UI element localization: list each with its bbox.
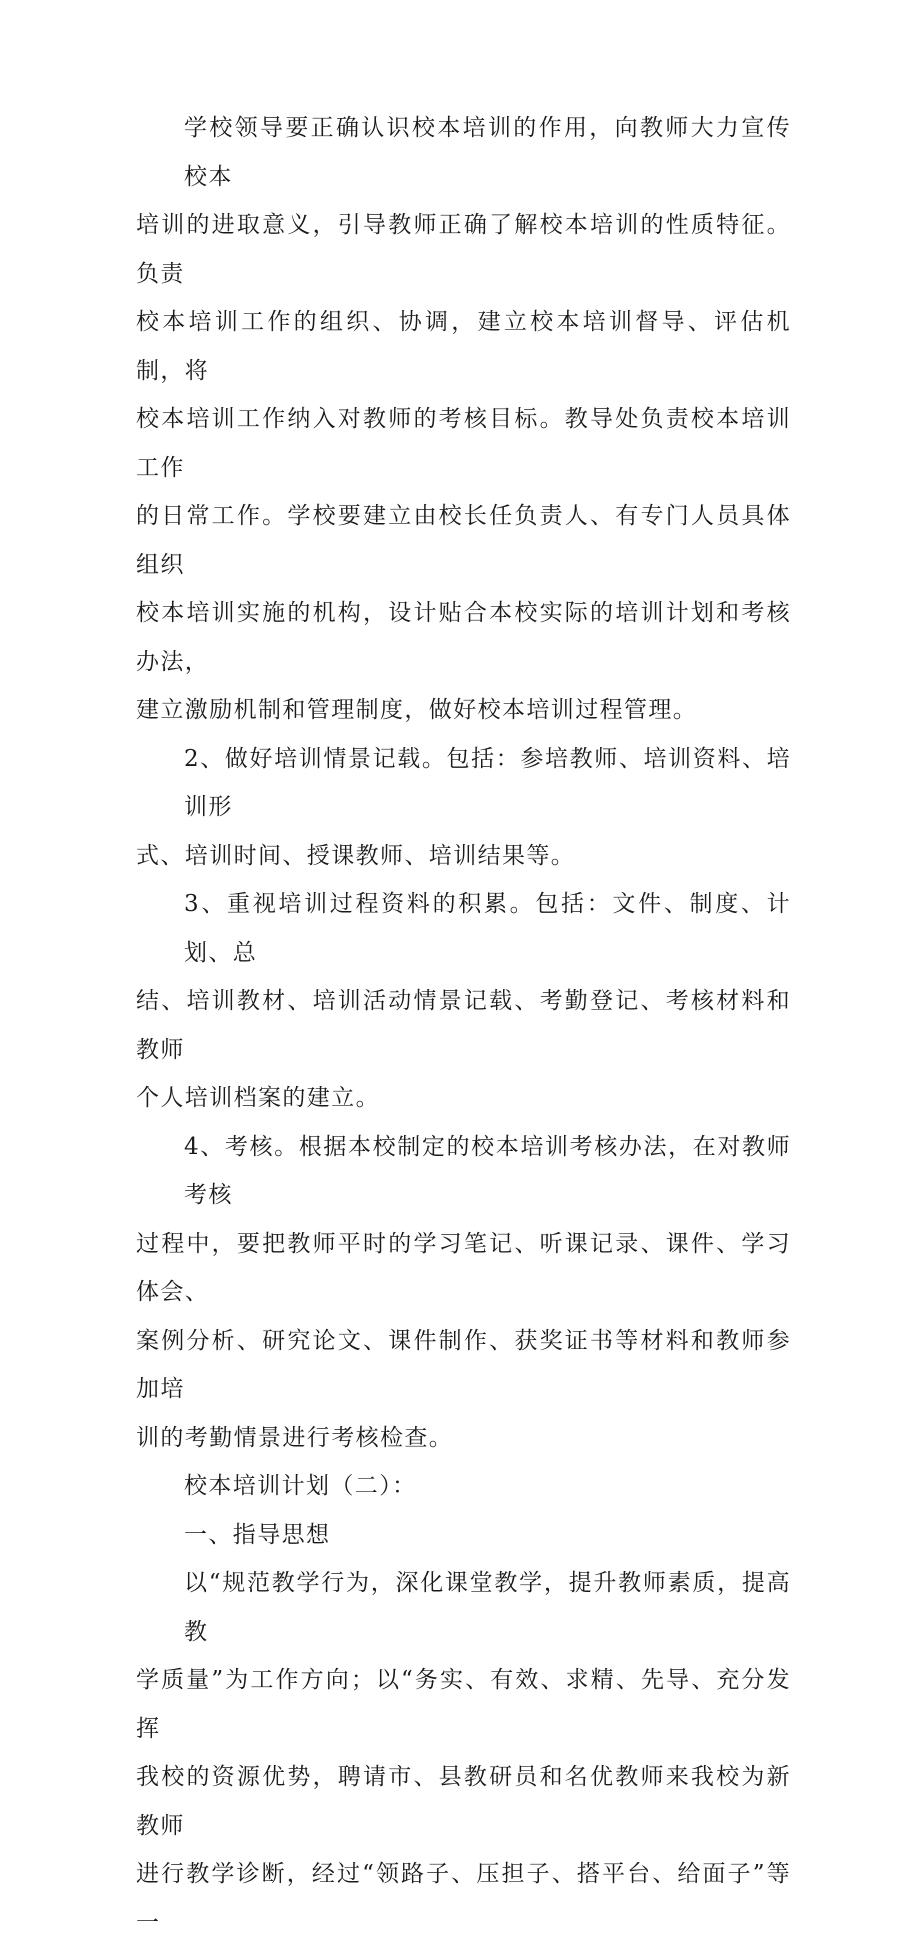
text-line: 个人培训档案的建立。	[136, 1085, 380, 1111]
text-line: 4、考核。根据本校制定的校本培训考核办法，在对教师考核	[184, 1133, 791, 1208]
text-line: 的日常工作。学校要建立由校长任负责人、有专门人员具体组织	[136, 503, 791, 578]
text-line: 学质量”为工作方向；以“务实、有效、求精、先导、充分发挥	[136, 1667, 791, 1742]
paragraph	[136, 1462, 791, 1511]
text-line: 案例分析、研究论文、课件制作、获奖证书等材料和教师参加培	[136, 1327, 791, 1402]
paragraph	[136, 1559, 791, 1947]
text-line: 学校领导要正确认识校本培训的作用，向教师大力宣传校本	[184, 115, 791, 190]
text-line: 3、重视培训过程资料的积累。包括：文件、制度、计划、总	[184, 891, 791, 966]
paragraph	[136, 104, 791, 735]
paragraph	[136, 1511, 791, 1560]
paragraph	[136, 880, 791, 1123]
text-line: 结、培训教材、培训活动情景记载、考勤登记、考核材料和教师	[136, 988, 791, 1063]
text-line: 建立激励机制和管理制度，做好校本培训过程管理。	[136, 697, 698, 723]
text-line: 以“规范教学行为，深化课堂教学，提升教师素质，提高教	[184, 1570, 791, 1645]
text-line: 校本培训计划（二）：	[184, 1473, 417, 1499]
text-line: 进行教学诊断，经过“领路子、压担子、搭平台、给面子”等一	[136, 1861, 791, 1936]
paragraph	[136, 735, 791, 881]
text-line: 校本培训实施的机构，设计贴合本校实际的培训计划和考核办法，	[136, 600, 791, 675]
text-line: 校本培训工作的组织、协调，建立校本培训督导、评估机制，将	[136, 309, 791, 384]
text-line: 校本培训工作纳入对教师的考核目标。教导处负责校本培训工作	[136, 406, 791, 481]
text-line: 2、做好培训情景记载。包括：参培教师、培训资料、培训形	[184, 745, 791, 820]
document-body	[136, 104, 791, 1947]
text-line: 训的考勤情景进行考核检查。	[136, 1424, 454, 1451]
paragraph	[136, 1123, 791, 1463]
text-line: 一、指导思想	[184, 1521, 331, 1548]
text-line: 培训的进取意义，引导教师正确了解校本培训的性质特征。负责	[136, 212, 791, 287]
text-line: 过程中，要把教师平时的学习笔记、听课记录、课件、学习体会、	[136, 1230, 791, 1305]
text-line: 式、培训时间、授课教师、培训结果等。	[136, 842, 576, 869]
text-line: 我校的资源优势，聘请市、县教研员和名优教师来我校为新教师	[136, 1764, 791, 1839]
